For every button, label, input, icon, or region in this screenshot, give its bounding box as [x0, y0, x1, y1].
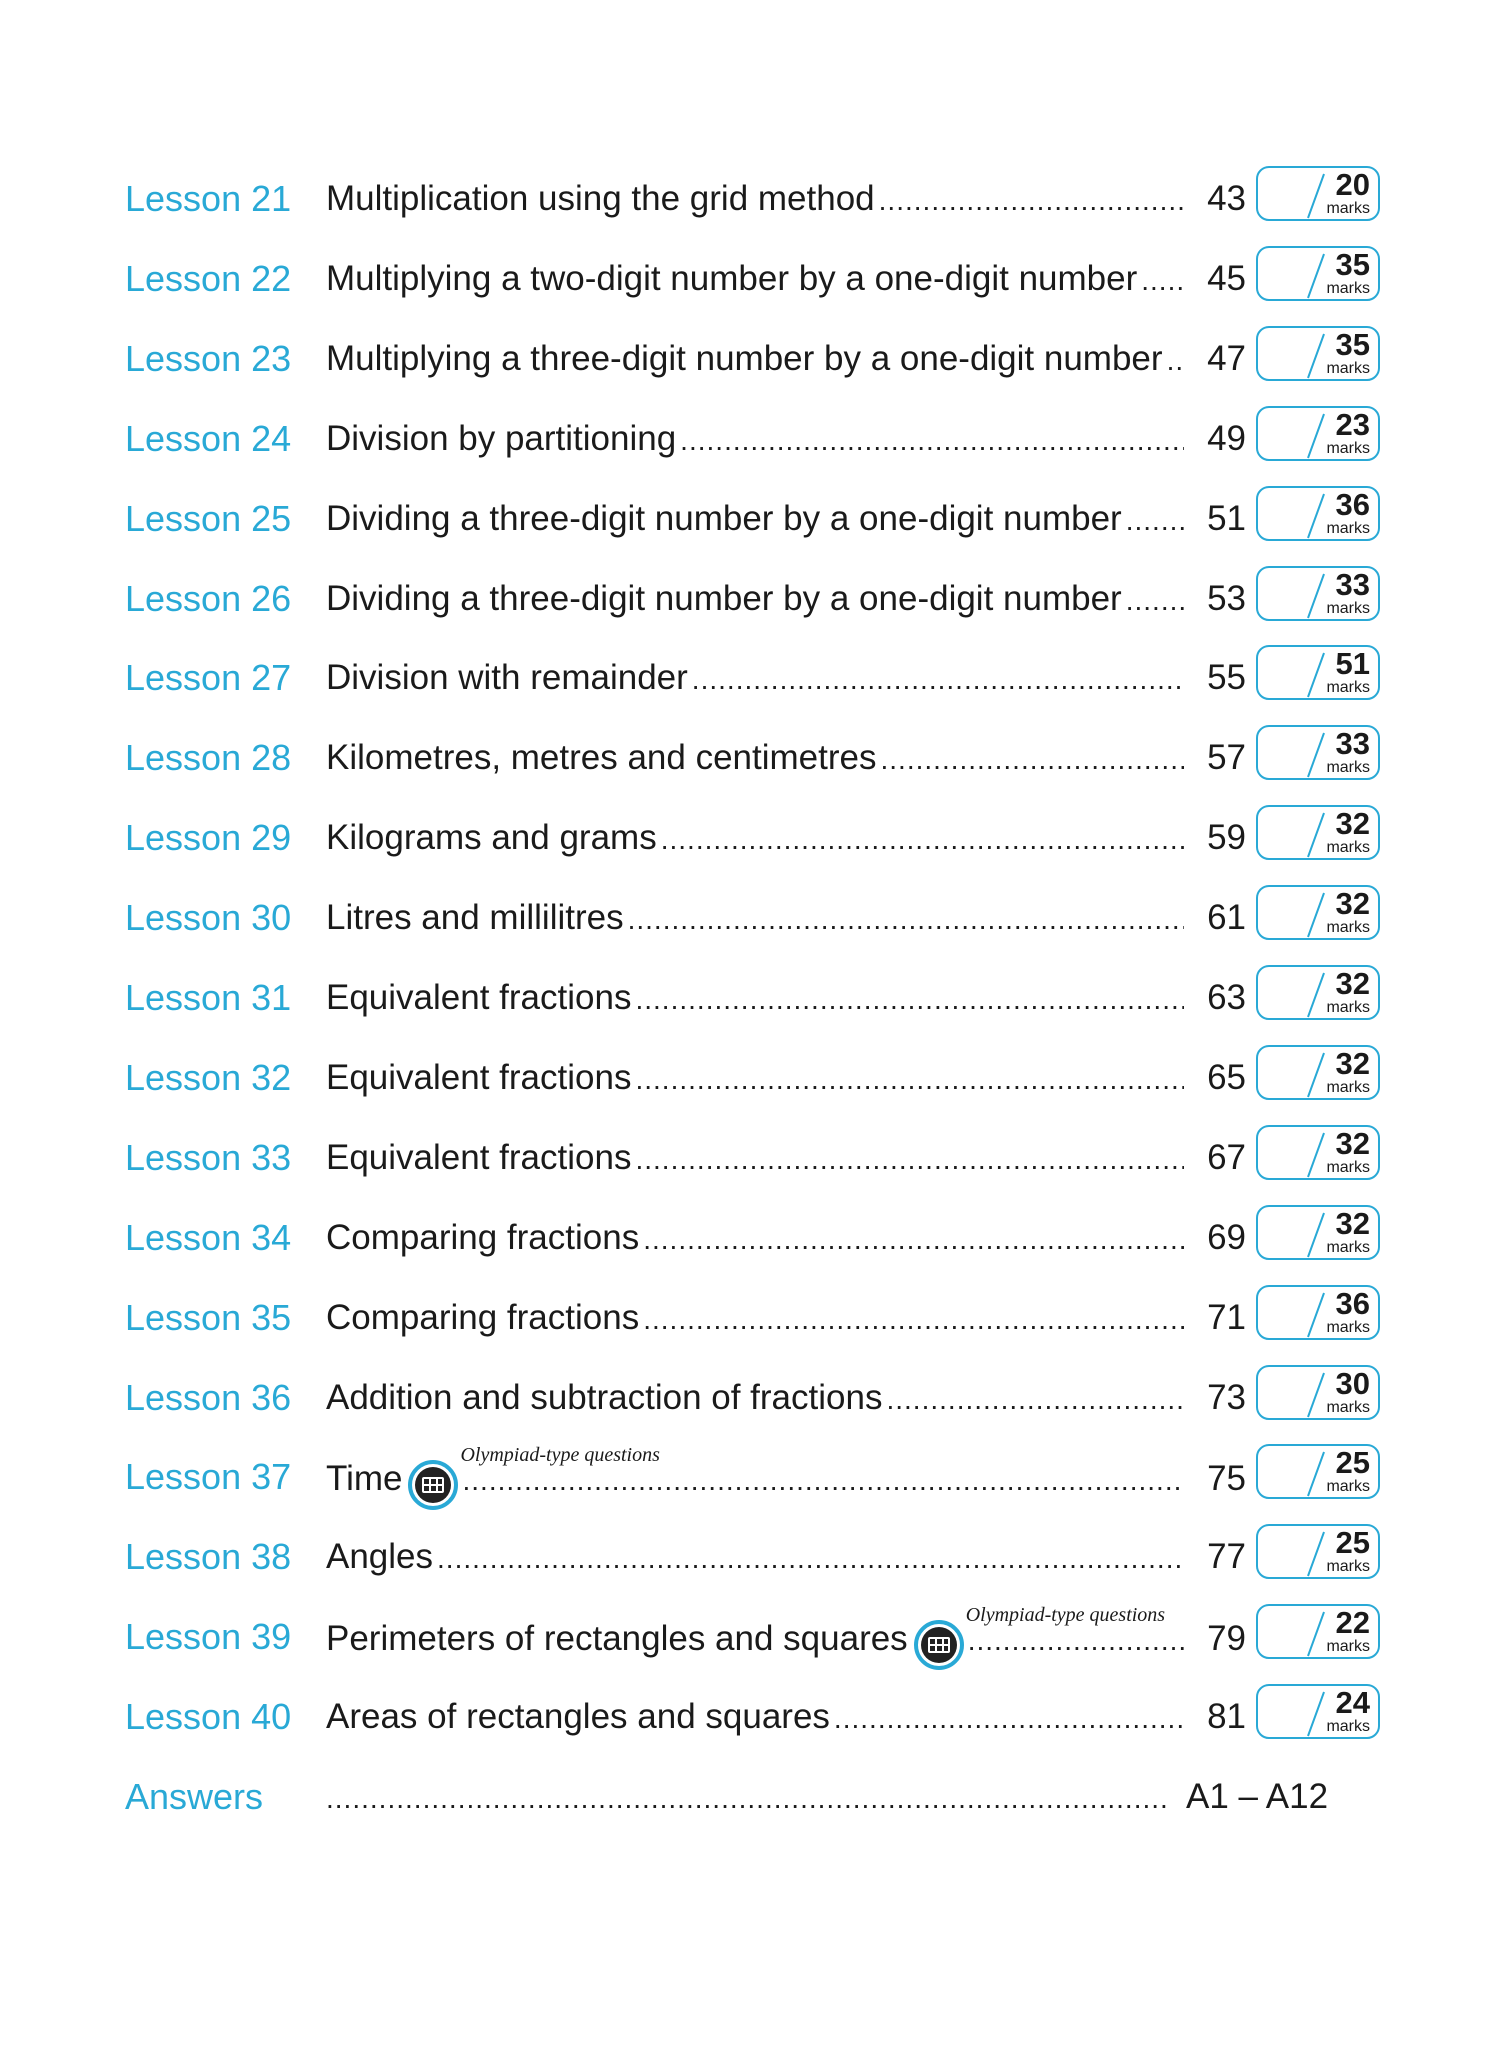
answers-pages: A1 – A12: [1186, 1777, 1329, 1816]
lesson-title: Litres and millilitres: [326, 898, 624, 938]
toc-row-23[interactable]: [0, 326, 1501, 389]
page-number: 47: [1207, 338, 1246, 378]
marks-total: 32: [1335, 886, 1370, 922]
lesson-title: Equivalent fractions: [326, 978, 632, 1017]
toc-entry: [326, 816, 1246, 860]
lesson-label: Lesson 33: [125, 1136, 292, 1178]
dot-leader: [643, 1298, 1184, 1342]
page-number: 67: [1207, 1137, 1246, 1177]
dot-leader: [635, 1058, 1184, 1102]
marks-total: 35: [1335, 326, 1370, 362]
dot-leader: [879, 179, 1184, 223]
toc-row-39[interactable]: [0, 1604, 1501, 1667]
marks-total: 33: [1335, 726, 1370, 762]
page-number: 49: [1207, 418, 1246, 458]
toc-entry: [326, 976, 1246, 1020]
toc-row-34[interactable]: [0, 1205, 1501, 1268]
page-number: 65: [1207, 1057, 1246, 1097]
lesson-label: Lesson 30: [125, 897, 292, 939]
marks-word: marks: [1326, 1158, 1370, 1176]
page-number: 45: [1207, 258, 1246, 298]
marks-total: 36: [1335, 486, 1370, 522]
marks-total: 32: [1335, 1125, 1370, 1161]
page-number: 71: [1207, 1297, 1246, 1337]
olympiad-badge: [408, 1444, 660, 1499]
lesson-label: Lesson 39: [125, 1616, 292, 1658]
marks-word: marks: [1326, 519, 1370, 537]
toc-row-30[interactable]: [0, 888, 1501, 948]
toc-row-26[interactable]: [0, 566, 1501, 629]
marks-word: marks: [1326, 1238, 1370, 1256]
marks-word: marks: [1326, 839, 1370, 857]
toc-entry: [326, 736, 1246, 780]
toc-row-29[interactable]: [0, 808, 1501, 868]
lesson-label: Lesson 36: [125, 1376, 292, 1418]
dot-leader: [661, 818, 1184, 862]
toc-row-38[interactable]: [0, 1527, 1501, 1587]
lesson-label: Lesson 24: [125, 417, 292, 459]
toc-row-37[interactable]: [0, 1444, 1501, 1507]
lesson-title: Multiplying a three-digit number by a one-digit number: [326, 338, 1163, 378]
lesson-label: Lesson 32: [125, 1056, 292, 1098]
lesson-label: Lesson 26: [125, 577, 292, 619]
lesson-label: Lesson 40: [125, 1696, 292, 1738]
lesson-title: Comparing fractions: [326, 1297, 640, 1337]
marks-total: 22: [1335, 1605, 1370, 1641]
marks-word: marks: [1326, 999, 1370, 1016]
page-number: 57: [1207, 738, 1246, 778]
lesson-title: Addition and subtraction of fractions: [326, 1377, 883, 1417]
marks-word: marks: [1326, 200, 1370, 217]
toc-row-answers[interactable]: [0, 1767, 1501, 1827]
marks-box: [1256, 1125, 1380, 1180]
marks-word: marks: [1326, 1398, 1370, 1416]
lesson-label: Lesson 25: [125, 497, 292, 539]
toc-row-28[interactable]: [0, 728, 1501, 788]
lesson-title: Multiplying a two-digit number by a one-digit number: [326, 258, 1138, 298]
toc-entry: [326, 257, 1246, 301]
toc-entry: [326, 1695, 1246, 1739]
marks-total: 36: [1335, 1285, 1370, 1321]
toc-entry: [326, 1216, 1246, 1260]
marks-total: 51: [1335, 646, 1370, 682]
toc-row-31[interactable]: [0, 968, 1501, 1028]
lesson-label: Lesson 37: [125, 1456, 292, 1498]
marks-box: [1256, 326, 1380, 381]
marks-total: 32: [1335, 1205, 1370, 1241]
marks-box: [1256, 1205, 1380, 1260]
marks-box: [1256, 645, 1380, 700]
toc-entry: [326, 896, 1246, 940]
page-number: 81: [1207, 1697, 1246, 1737]
lesson-title: Kilometres, metres and centimetres: [326, 738, 877, 778]
marks-box: [1256, 1045, 1380, 1100]
marks-word: marks: [1326, 599, 1370, 617]
lesson-title: Areas of rectangles and squares: [326, 1697, 830, 1737]
marks-word: marks: [1326, 759, 1370, 777]
dot-leader: [1126, 579, 1184, 623]
answers-label: Answers: [125, 1776, 264, 1817]
toc-entry: [326, 177, 1246, 221]
toc-row-22[interactable]: [0, 246, 1501, 309]
toc-entry: [326, 1444, 1246, 1499]
dot-leader: [1126, 499, 1184, 543]
dot-leader: [880, 738, 1184, 782]
lesson-title: Comparing fractions: [326, 1217, 640, 1257]
dot-leader: [437, 1537, 1184, 1581]
marks-box: [1256, 1444, 1380, 1499]
marks-box: [1256, 965, 1380, 1020]
page-number: 55: [1207, 658, 1246, 698]
page-number: 51: [1207, 498, 1246, 538]
marks-total: 35: [1335, 246, 1370, 282]
marks-box: [1256, 1604, 1380, 1659]
marks-total: 32: [1335, 966, 1370, 1001]
lesson-label: Lesson 29: [125, 817, 292, 859]
lesson-title: Multiplication using the grid method: [326, 179, 875, 218]
marks-box: [1256, 1285, 1380, 1340]
lesson-title: Angles: [326, 1537, 434, 1577]
marks-word: marks: [1326, 1558, 1370, 1576]
olympiad-label: Olympiad-type questions: [965, 1604, 1166, 1627]
marks-box: [1256, 805, 1380, 860]
marks-box: [1256, 486, 1380, 541]
dot-leader: [628, 898, 1184, 942]
dot-leader: [326, 1777, 1168, 1821]
marks-total: 20: [1335, 167, 1370, 202]
marks-box: [1256, 1524, 1380, 1579]
toc-entry: [326, 497, 1246, 541]
olympiad-icon: [408, 1460, 458, 1510]
lesson-title: Kilograms and grams: [326, 818, 657, 858]
lesson-label: Lesson 21: [125, 178, 292, 219]
page-number: 75: [1207, 1459, 1246, 1499]
toc-entry: [326, 1056, 1246, 1100]
marks-total: 24: [1335, 1685, 1370, 1721]
lesson-label: Lesson 27: [125, 657, 292, 699]
dot-leader: [680, 419, 1184, 463]
page-number: 69: [1207, 1217, 1246, 1257]
marks-word: marks: [1326, 1318, 1370, 1336]
toc-entry: [326, 1535, 1246, 1579]
marks-word: marks: [1326, 439, 1370, 457]
toc-entry: [326, 1775, 1329, 1819]
toc-entry: [326, 656, 1246, 700]
dot-leader: [635, 1138, 1184, 1182]
marks-total: 30: [1335, 1365, 1370, 1401]
dot-leader: [834, 1697, 1184, 1741]
lesson-title: Dividing a three-digit number by a one-digit number: [326, 578, 1122, 618]
marks-word: marks: [1326, 1478, 1370, 1496]
marks-box: [1256, 406, 1380, 461]
toc-row-36[interactable]: [0, 1365, 1501, 1428]
marks-word: marks: [1326, 919, 1370, 937]
toc-entry: [326, 577, 1246, 621]
marks-total: 23: [1335, 406, 1370, 442]
lesson-title: Dividing a three-digit number by a one-digit number: [326, 498, 1122, 538]
page-number: 61: [1207, 898, 1246, 938]
toc-row-35[interactable]: [0, 1285, 1501, 1348]
marks-word: marks: [1326, 1078, 1370, 1096]
dot-leader: [886, 1378, 1184, 1422]
page-number: 73: [1207, 1377, 1246, 1417]
marks-word: marks: [1326, 279, 1370, 297]
marks-word: marks: [1326, 1638, 1370, 1656]
lesson-title: Division with remainder: [326, 658, 688, 698]
lesson-title: Equivalent fractions: [326, 1137, 632, 1177]
toc-row-33[interactable]: [0, 1125, 1501, 1188]
page-number: 59: [1207, 818, 1246, 858]
lesson-title: Time: [326, 1459, 403, 1499]
marks-box: [1256, 885, 1380, 940]
marks-total: 25: [1335, 1525, 1370, 1561]
marks-box: [1256, 1365, 1380, 1420]
lesson-label: Lesson 31: [125, 977, 292, 1018]
lesson-label: Lesson 38: [125, 1536, 292, 1578]
toc-row-21[interactable]: [0, 169, 1501, 229]
page-number: 77: [1207, 1537, 1246, 1577]
olympiad-icon: [914, 1620, 964, 1670]
toc-entry: [326, 1296, 1246, 1340]
marks-word: marks: [1326, 359, 1370, 377]
toc-row-40[interactable]: [0, 1687, 1501, 1747]
marks-total: 32: [1335, 1045, 1370, 1081]
dot-leader: [1141, 259, 1184, 303]
toc-row-25[interactable]: [0, 486, 1501, 549]
lesson-title: Division by partitioning: [326, 418, 677, 458]
olympiad-label: Olympiad-type questions: [460, 1444, 660, 1467]
lesson-title: Equivalent fractions: [326, 1057, 632, 1097]
toc-entry: [326, 1376, 1246, 1420]
lesson-label: Lesson 34: [125, 1216, 292, 1258]
lesson-title: Perimeters of rectangles and squares: [326, 1619, 908, 1659]
toc-entry: [326, 417, 1246, 461]
toc-entry: [326, 1136, 1246, 1180]
lesson-label: Lesson 23: [125, 337, 292, 379]
olympiad-badge: [914, 1604, 1166, 1659]
marks-box: [1256, 166, 1380, 221]
toc-entry: [326, 337, 1246, 381]
lesson-label: Lesson 28: [125, 737, 292, 779]
dot-leader: [635, 978, 1184, 1022]
page-number: 43: [1207, 179, 1246, 218]
page-number: 53: [1207, 578, 1246, 618]
marks-word: marks: [1326, 679, 1370, 697]
marks-box: [1256, 566, 1380, 621]
marks-total: 32: [1335, 806, 1370, 842]
toc-entry: [326, 1604, 1246, 1659]
marks-total: 33: [1335, 566, 1370, 602]
page-number: 79: [1207, 1619, 1246, 1659]
marks-total: 25: [1335, 1445, 1370, 1481]
toc-row-24[interactable]: [0, 406, 1501, 469]
lesson-label: Lesson 35: [125, 1296, 292, 1338]
dot-leader: [692, 658, 1184, 702]
marks-box: [1256, 1684, 1380, 1739]
marks-box: [1256, 725, 1380, 780]
marks-box: [1256, 246, 1380, 301]
toc-row-27[interactable]: [0, 648, 1501, 708]
marks-word: marks: [1326, 1718, 1370, 1736]
toc-row-32[interactable]: [0, 1045, 1501, 1108]
page-number: 63: [1207, 978, 1246, 1017]
dot-leader: [1167, 339, 1184, 383]
lesson-label: Lesson 22: [125, 257, 292, 299]
dot-leader: [643, 1218, 1184, 1262]
